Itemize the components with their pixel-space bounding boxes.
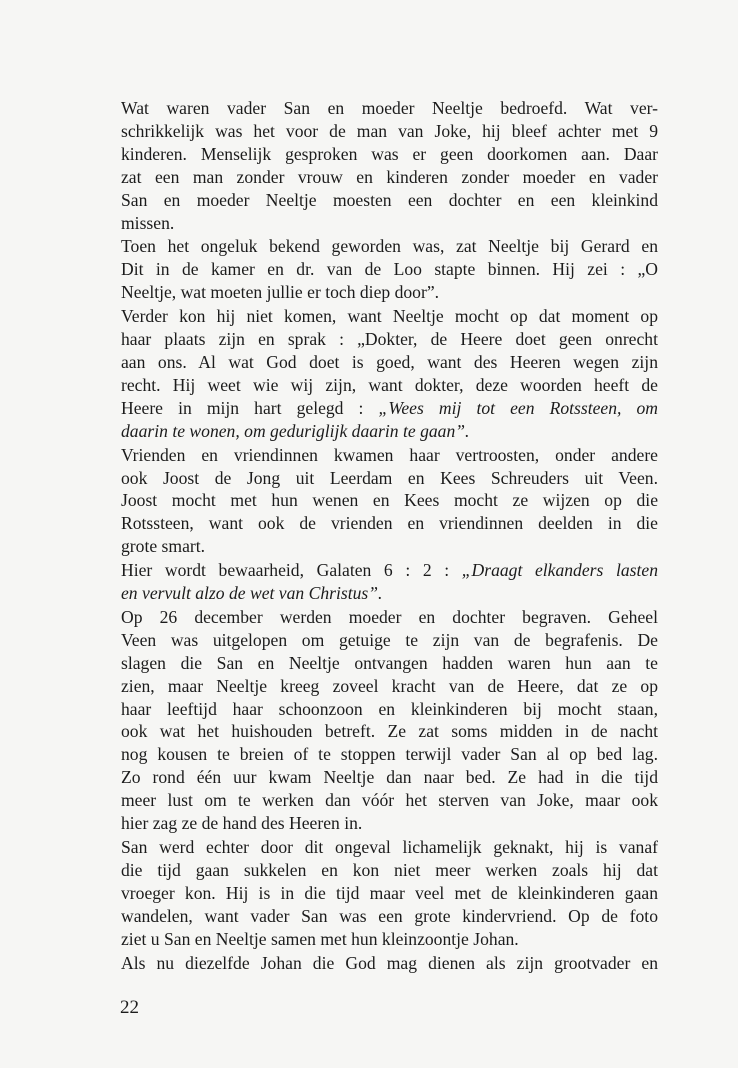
text-line: ook Joost de Jong uit Leerdam en Kees Schreuders uit Veen.: [121, 467, 658, 488]
text-line: Veen was uitgelopen om getuige te zijn van de begrafenis. De: [121, 629, 658, 650]
text-line: [121, 397, 658, 420]
text-segment: Hier wordt bewaarheid, Galaten 6 : 2 :: [121, 560, 462, 581]
paragraph: [121, 952, 658, 975]
text-line: Als nu diezelfde Johan die God mag dienen als zijn grootvader en: [121, 952, 658, 973]
text-line: Vrienden en vriendinnen kwamen haar vertroosten, onder andere: [121, 444, 658, 465]
text-line: Zo rond één uur kwam Neeltje dan naar bed. Ze had in die tijd: [121, 767, 658, 788]
text-line: Op 26 december werden moeder en dochter begraven. Geheel: [121, 606, 658, 627]
text-line: grote smart.: [121, 536, 206, 557]
text-line: haar plaats zijn en sprak : „Dokter, de Heere doet geen onrecht: [121, 329, 658, 350]
paragraph: [121, 444, 658, 559]
text-line: Wat waren vader San en moeder Neeltje bedroefd. Wat ver-: [121, 98, 658, 118]
text-line: meer lust om te werken dan vóór het sterven van Joke, maar ook: [121, 790, 658, 811]
text-line: Verder kon hij niet komen, want Neeltje mocht op dat moment op: [121, 306, 658, 327]
text-line: San werd echter door dit ongeval lichamelijk geknakt, hij is vanaf: [121, 837, 658, 857]
text-line: slagen die San en Neeltje ontvangen hadden waren hun aan te: [121, 652, 658, 673]
text-line: zat een man zonder vrouw en kinderen zonder moeder en vader: [121, 166, 658, 187]
text-line: Joost mocht met hun wenen en Kees mocht ze wijzen op die: [121, 490, 658, 511]
text-line: hier zag ze de hand des Heeren in.: [121, 813, 363, 834]
text-line: nog kousen te breien of te stoppen terwijl vader San al op bed lag.: [121, 744, 658, 765]
text-line: recht. Hij weet wie wij zijn, want dokter, deze woorden heeft de: [121, 374, 658, 395]
text-line: Toen het ongeluk bekend geworden was, zat Neeltje bij Gerard en: [121, 236, 658, 257]
text-line: ziet u San en Neeltje samen met hun kleinzoontje Johan.: [121, 928, 519, 949]
paragraph: [121, 559, 658, 605]
text-line: aan ons. Al wat God doet is goed, want des Heeren wegen zijn: [121, 351, 658, 372]
scripture-quote: daarin te wonen, om geduriglijk daarin te gaan”.: [121, 420, 470, 441]
scripture-quote: „Wees mij tot een Rotssteen, om: [378, 397, 658, 418]
paragraph: [121, 606, 658, 835]
text-line: [121, 420, 658, 443]
text-line: [121, 559, 658, 582]
paragraph: [121, 235, 658, 304]
scripture-quote: en vervult alzo de wet van Christus”.: [121, 583, 383, 604]
paragraph: [121, 97, 658, 234]
body-text: [121, 97, 658, 975]
text-segment: Heere in mijn hart gelegd :: [121, 397, 379, 418]
text-line: zien, maar Neeltje kreeg zoveel kracht van de Heere, dat ze op: [121, 675, 658, 696]
text-line: Neeltje, wat moeten jullie er toch diep door”.: [121, 282, 440, 303]
text-line: vroeger kon. Hij is in die tijd maar veel met de kleinkinderen gaan: [121, 882, 658, 903]
text-line: haar leeftijd haar schoonzoon en kleinkinderen bij mocht staan,: [121, 698, 658, 719]
page-number: 22: [120, 997, 139, 1018]
text-line: die tijd gaan sukkelen en kon niet meer werken zoals hij dat: [121, 859, 658, 880]
scripture-quote: „Draagt elkanders lasten: [461, 560, 658, 581]
text-line: schrikkelijk was het voor de man van Joke, hij bleef achter met 9: [121, 120, 658, 141]
paragraph: [121, 836, 658, 951]
text-line: missen.: [121, 212, 175, 233]
paragraph: [121, 305, 658, 442]
text-line: wandelen, want vader San was een grote kindervriend. Op de foto: [121, 905, 658, 926]
text-line: ook wat het huishouden betreft. Ze zat soms midden in de nacht: [121, 721, 658, 742]
text-line: [121, 582, 658, 605]
text-line: Dit in de kamer en dr. van de Loo stapte binnen. Hij zei : „O: [121, 259, 658, 280]
text-line: kinderen. Menselijk gesproken was er geen doorkomen aan. Daar: [121, 143, 658, 164]
text-line: Rotssteen, want ook de vrienden en vriendinnen deelden in die: [121, 513, 658, 534]
text-line: San en moeder Neeltje moesten een dochter en een kleinkind: [121, 189, 658, 210]
